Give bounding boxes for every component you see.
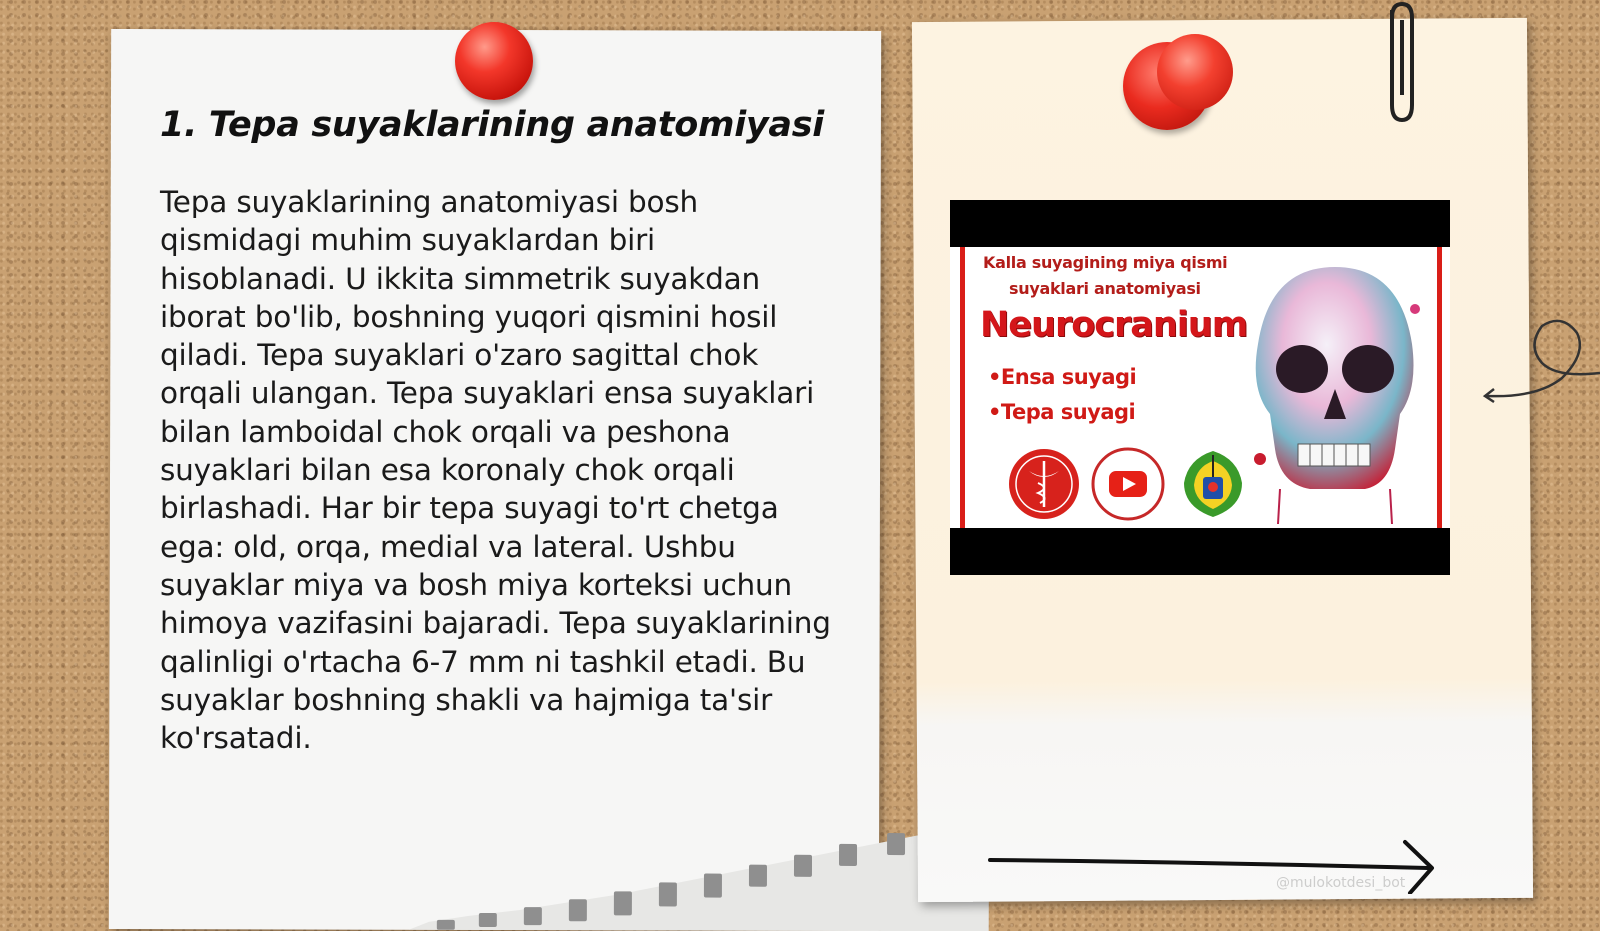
skull-image <box>1240 249 1430 527</box>
thumbnail-subtitle: suyaklari anatomiyasi <box>1009 279 1201 298</box>
video-player[interactable] <box>950 200 1450 575</box>
video-thumbnail[interactable] <box>950 247 1450 528</box>
pushpin-icon <box>455 22 533 100</box>
slide-heading: 1. Tepa suyaklarining anatomiyasi <box>160 105 824 145</box>
slide-body-text: Tepa suyaklarining anatomiyasi bosh qismidagi muhim suyaklardan biri hisoblanadi. U ikkita simmetrik suyakdan iborat bo'lib, boshning yuqori qismini hosil qiladi. Tepa suyaklari o'zaro sagittal chok orqali ulangan. Tepa suyaklari ensa suyaklari bilan lamboidal chok orqali va peshona suyaklari bilan esa koronaly chok orqali birlashadi. Har bir tepa suyagi to'rt chetga ega: old, orqa, medial va lateral. Ushbu suyaklar miya va bosh miya korteksi uchun himoya vazifasini bajaradi. Tepa suyaklarining qalinligi o'rtacha 6-7 mm ni tashkil etadi. Bu suyaklar boshning shakli va hajmiga ta'sir ko'rsatadi. <box>160 185 831 756</box>
caduceus-logo-icon <box>1007 447 1081 521</box>
thumbnail-list-item: •Tepa suyagi <box>988 400 1136 424</box>
watermark: @mulokotdesi_bot <box>1276 875 1406 891</box>
pushpin-icon <box>1157 34 1233 110</box>
torn-paper-edge <box>409 810 989 931</box>
thumbnail-title: Neurocranium <box>980 305 1248 345</box>
youtube-icon[interactable] <box>1091 447 1165 521</box>
thumbnail-red-border <box>960 247 965 528</box>
thumbnail-subtitle: Kalla suyagining miya qismi <box>983 253 1228 272</box>
squiggle-arrow-icon <box>1482 318 1600 408</box>
thumbnail-list-item: •Ensa suyagi <box>988 365 1137 389</box>
thumbnail-red-border <box>1437 247 1442 528</box>
paperclip-icon <box>1378 0 1422 125</box>
emblem-logo-icon <box>1176 447 1250 521</box>
